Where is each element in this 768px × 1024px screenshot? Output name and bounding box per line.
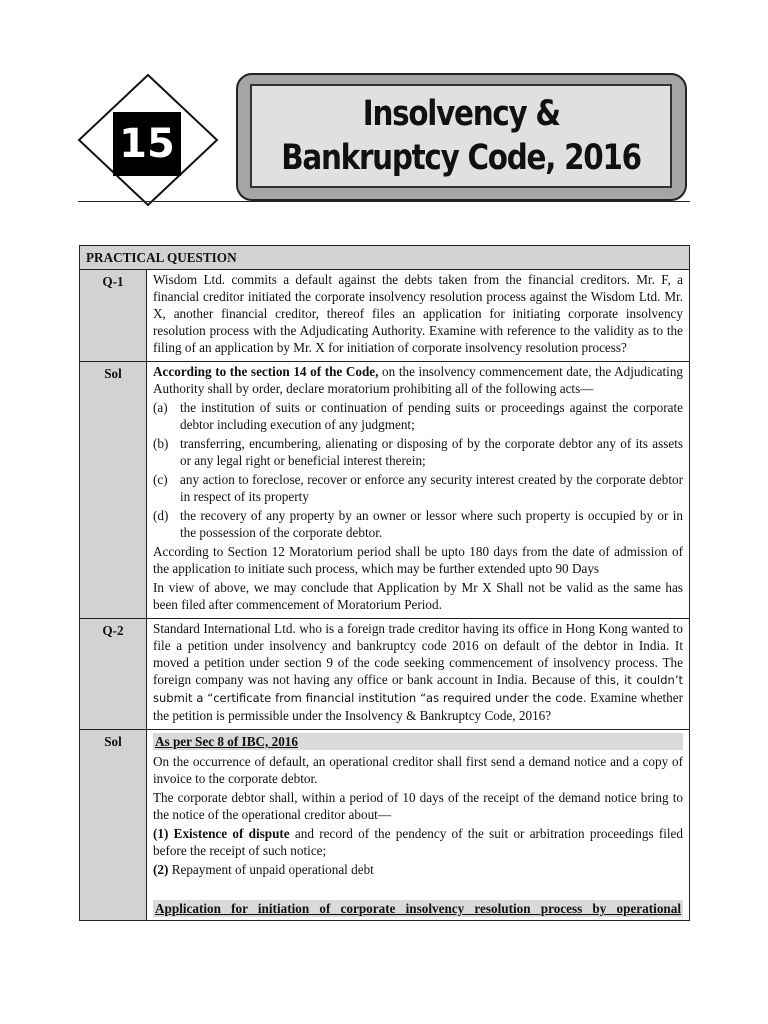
- question-text-part-sans: this, it couldn’t submit a “certificate from financial institution “as required under the code.: [153, 673, 684, 705]
- question-label: Q-2: [80, 619, 147, 730]
- response-paragraph: The corporate debtor shall, within a period of 10 days of the receipt of the demand notice bring to the notice of the operational creditor about—: [153, 790, 683, 822]
- solution-cell: [147, 362, 690, 619]
- solution-cell: [147, 730, 690, 921]
- application-heading: Application for initiation of corporate insolvency resolution process by operational: [155, 901, 681, 916]
- point-text: Repayment of unpaid operational debt: [168, 862, 374, 877]
- question-cell: [147, 619, 690, 730]
- list-marker: (c): [153, 472, 168, 487]
- question-text: [153, 620, 683, 724]
- list-item-text: any action to foreclose, recover or enforce any security interest created by the corporate debtor in respect of its property: [180, 472, 683, 504]
- question-row-q1: [80, 270, 690, 362]
- solution-heading: As per Sec 8 of IBC, 2016: [153, 733, 683, 750]
- point-text: and record of the pendency of the suit or arbitration proceedings filed before the receipt of such notice;: [153, 826, 684, 858]
- solution-intro: [153, 363, 683, 397]
- conclusion-paragraph: In view of above, we may conclude that Application by Mr X Shall not be valid as the same has been filed after commencement of Moratorium Period.: [153, 580, 683, 612]
- list-item-text: transferring, encumbering, alienating or disposing of by the corporate debtor any of its assets or any legal right or beneficial interest therein;: [180, 436, 683, 468]
- intro-text: on the insolvency commencement date, the Adjudicating Authority shall by order, declare moratorium prohibiting all of the following acts—: [153, 364, 684, 396]
- chapter-title-box: [250, 84, 672, 188]
- section-reference: According to the section 14 of the Code,: [153, 364, 379, 379]
- point-number: (1): [153, 826, 169, 841]
- demand-notice-paragraph: On the occurrence of default, an operational creditor shall first send a demand notice and a copy of invoice to the corporate debtor.: [153, 754, 683, 786]
- point-title: Existence of dispute: [173, 826, 290, 841]
- question-cell: [147, 270, 690, 362]
- point-number: (2): [153, 862, 169, 877]
- chapter-number: 15: [113, 112, 181, 176]
- list-item-text: the recovery of any property by an owner or lessor where such property is occupied by or in the possession of the corporate debtor.: [180, 508, 683, 540]
- question-row-q2: [80, 619, 690, 730]
- list-item-text: the institution of suits or continuation of pending suits or proceedings against the corporate debtor including execution of any judgment;: [180, 400, 683, 432]
- point-2: [153, 861, 683, 878]
- question-text-part: Examine whether the petition is permissible under the Insolvency & Bankruptcy Code, 2016?: [153, 690, 683, 723]
- list-marker: (d): [153, 508, 169, 523]
- moratorium-period-paragraph: According to Section 12 Moratorium period shall be upto 180 days from the date of admission of the application to initiate such process, which may be further extended upto 90 Days: [153, 544, 683, 576]
- point-1: [153, 825, 683, 859]
- solution-row-1: [80, 362, 690, 619]
- list-item: [153, 399, 683, 433]
- moratorium-list: [153, 399, 683, 541]
- chapter-title-line-1: Insolvency &: [362, 94, 560, 134]
- list-marker: (b): [153, 436, 169, 451]
- list-item: [153, 435, 683, 469]
- list-marker: (a): [153, 400, 168, 415]
- solution-row-2: [80, 730, 690, 921]
- solution-label: Sol: [80, 362, 147, 619]
- question-label: Q-1: [80, 270, 147, 362]
- header-rule: [78, 201, 690, 202]
- question-text-part: Standard International Ltd. who is a foreign trade creditor having its office in Hong Kong wanted to file a petition under insolvency and bankruptcy code 2016 on default of the debtor in India. It moved a petition under section 9 of the code seeking commencement of insolvency process. The foreign company was not having any office or bank account in India. Because of: [153, 621, 683, 687]
- question-text: Wisdom Ltd. commits a default against the debts taken from the financial creditors. Mr. F, a financial creditor initiated the corporate insolvency resolution process against the Wisdom Ltd. Mr. X, another financial creditor, thereof files an application for initiating corporate insolvency resolution process with the Adjudicating Authority. Examine with reference to the validity as to the filing of an application by Mr. X for initiation of corporate insolvency resolution process?: [153, 272, 683, 355]
- table-header-row: [80, 246, 690, 270]
- list-item: [153, 471, 683, 505]
- solution-label: Sol: [80, 730, 147, 921]
- practical-question-table: [79, 245, 690, 921]
- table-header: PRACTICAL QUESTION: [80, 246, 690, 270]
- list-item: [153, 507, 683, 541]
- chapter-title-line-2: Bankruptcy Code, 2016: [281, 138, 641, 178]
